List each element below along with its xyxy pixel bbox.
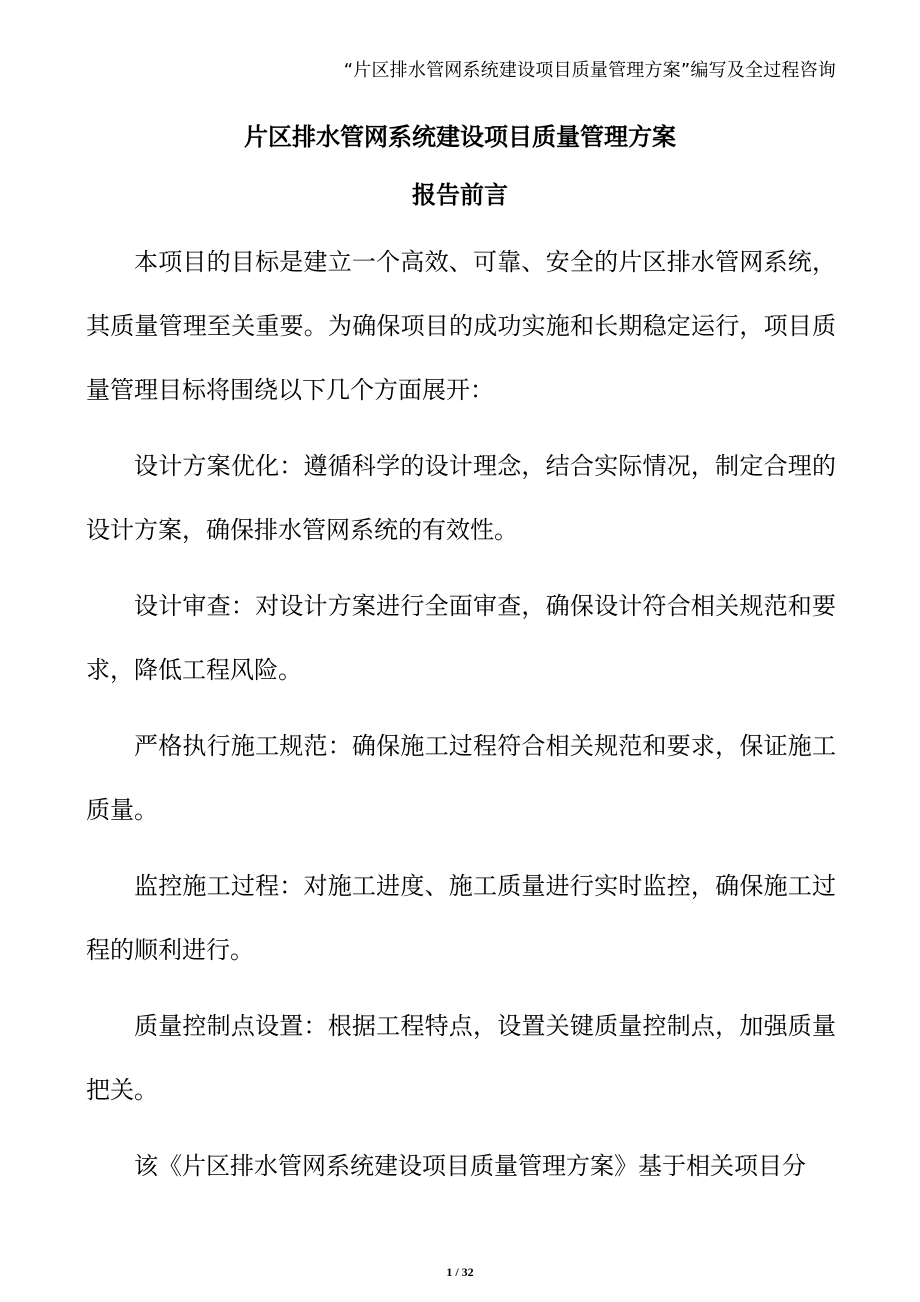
page-number: 1 / 32 (446, 1265, 474, 1279)
paragraph-intro: 本项目的目标是建立一个高效、可靠、安全的片区排水管网系统，其质量管理至关重要。为确保项目的成功实施和长期稳定运行，项目质量管理目标将围绕以下几个方面展开： (86, 248, 836, 404)
paragraph-construction-standards: 严格执行施工规范：确保施工过程符合相关规范和要求，保证施工质量。 (86, 732, 836, 824)
document-body (86, 230, 836, 1210)
paragraph-construction-monitoring: 监控施工过程：对施工进度、施工质量进行实时监控，确保施工过程的顺利进行。 (86, 872, 836, 964)
section-heading: 报告前言 (412, 181, 508, 209)
document-title: 片区排水管网系统建设项目质量管理方案 (244, 123, 676, 151)
paragraph-design-review: 设计审查：对设计方案进行全面审查，确保设计符合相关规范和要求，降低工程风险。 (86, 592, 836, 684)
running-header: “片区排水管网系统建设项目质量管理方案”编写及全过程咨询 (343, 60, 836, 81)
paragraph-report-basis: 该《片区排水管网系统建设项目质量管理方案》基于相关项目分 (134, 1152, 806, 1180)
paragraph-design-optimization: 设计方案优化：遵循科学的设计理念，结合实际情况，制定合理的设计方案，确保排水管网系统的有效性。 (86, 452, 836, 544)
paragraph-quality-control-points: 质量控制点设置：根据工程特点，设置关键质量控制点，加强质量把关。 (86, 1012, 836, 1104)
